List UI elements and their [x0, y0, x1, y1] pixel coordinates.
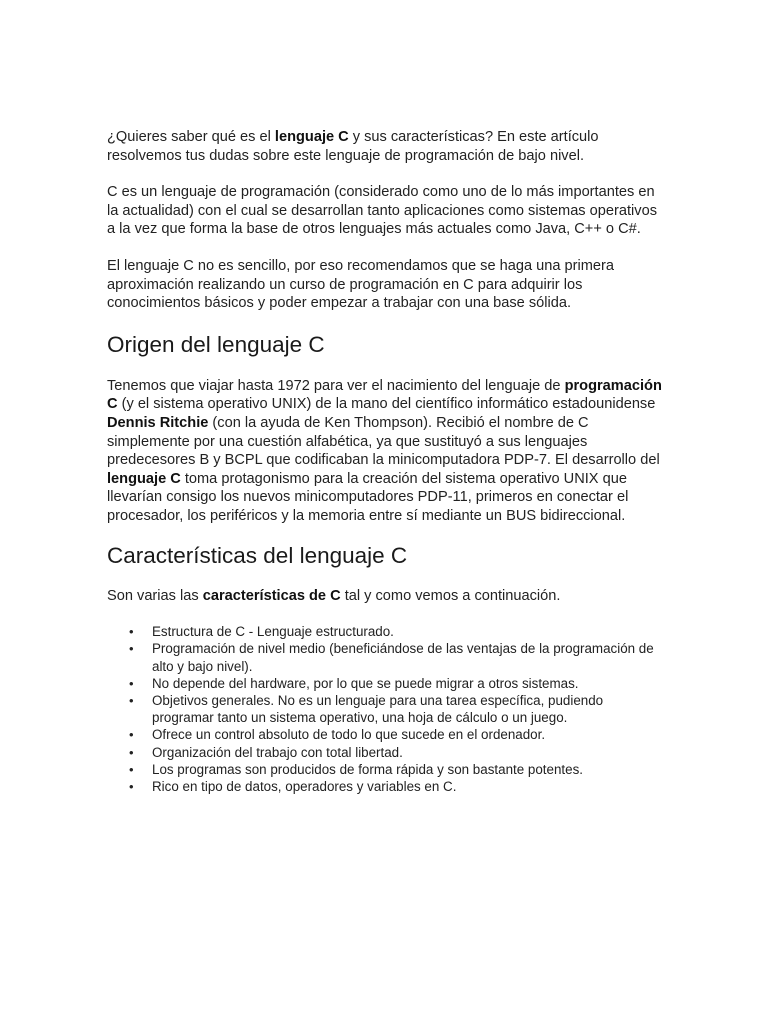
- list-item-text: Los programas son producidos de forma rápida y son bastante potentes.: [152, 761, 583, 777]
- bold-term: programación C: [107, 377, 662, 413]
- list-item-text: Ofrece un control absoluto de todo lo que sucede en el ordenador.: [152, 727, 546, 743]
- caracteristicas-list: [107, 623, 663, 795]
- list-item: [107, 761, 663, 778]
- intro-paragraph-3: El lenguaje C no es sencillo, por eso recomendamos que se haga una primera aproximación realizando un curso de programación en C para adquirir los conocimientos básicos y poder empezar a trabajar con una base sólida.: [107, 257, 615, 312]
- intro-text: y sus características? En este artículo resolvemos tus dudas sobre este lenguaje de programación de bajo nivel.: [107, 129, 599, 164]
- list-item: [107, 692, 663, 726]
- list-item-text: Estructura de C - Lenguaje estructurado.: [152, 624, 394, 640]
- intro-text: ¿Quieres saber qué es el: [107, 129, 275, 145]
- bold-term: características de C: [202, 587, 341, 604]
- bullet-icon: •: [129, 692, 134, 708]
- origen-text: toma protagonismo para la creación del sistema operativo UNIX que llevarían consigo los nuevos minicomputadores PDP-11, primeros en conectar el procesador, los periféricos y la memoria entre sí mediante un BUS bidireccional.: [107, 470, 629, 524]
- list-item: [107, 640, 663, 674]
- list-item: [107, 675, 663, 692]
- origen-text: (con la ayuda de Ken Thompson). Recibió el nombre de C simplemente por una cuestión alfabética, ya que sustituyó a sus lenguajes predecesores B y BCPL que codificaban la minicomputadora PDP-7. El desarrollo del: [107, 414, 660, 469]
- bold-term: lenguaje C: [274, 129, 349, 145]
- bullet-icon: •: [129, 778, 134, 794]
- bold-term: Dennis Ritchie: [107, 414, 209, 431]
- list-item: [107, 623, 663, 640]
- list-item-text: Rico en tipo de datos, operadores y variables en C.: [152, 778, 457, 794]
- bullet-icon: •: [129, 727, 134, 743]
- bullet-icon: •: [129, 675, 134, 691]
- bullet-icon: •: [129, 761, 134, 777]
- intro-paragraph-1: [107, 128, 663, 165]
- section-heading-caracteristicas: Características del lenguaje C: [107, 542, 408, 568]
- list-item-text: Organización del trabajo con total libertad.: [152, 744, 403, 760]
- intro-paragraph-2: C es un lenguaje de programación (considerado como uno de lo más importantes en la actualidad) con el cual se desarrollan tanto aplicaciones como sistemas operativos a la vez que forma la base de otros lenguajes más actuales como Java, C++ o C#.: [107, 184, 657, 238]
- list-item-text: Objetivos generales. No es un lenguaje para una tarea específica, pudiendo programar tanto un sistema operativo, una hoja de cálculo o un juego.: [152, 692, 604, 726]
- caracteristicas-intro: [107, 587, 663, 606]
- bullet-icon: •: [129, 624, 134, 640]
- list-item-text: No depende del hardware, por lo que se puede migrar a otros sistemas.: [152, 675, 579, 691]
- list-item: [107, 744, 663, 761]
- origen-paragraph: [107, 377, 663, 526]
- list-item: [107, 726, 663, 743]
- article: [107, 128, 663, 795]
- origen-text: Tenemos que viajar hasta 1972 para ver el nacimiento del lenguaje de: [107, 377, 565, 394]
- bold-term: lenguaje C: [107, 470, 181, 487]
- bullet-icon: •: [129, 744, 134, 760]
- caracteristicas-text: tal y como vemos a continuación.: [340, 587, 561, 604]
- origen-text: (y el sistema operativo UNIX) de la mano del científico informático estadounidense: [117, 396, 656, 413]
- section-heading-origen: Origen del lenguaje C: [107, 331, 325, 357]
- list-item-text: Programación de nivel medio (beneficiándose de las ventajas de la programación de alto y bajo nivel).: [152, 641, 654, 674]
- list-item: [107, 778, 663, 795]
- bullet-icon: •: [129, 641, 134, 657]
- caracteristicas-text: Son varias las: [107, 587, 203, 604]
